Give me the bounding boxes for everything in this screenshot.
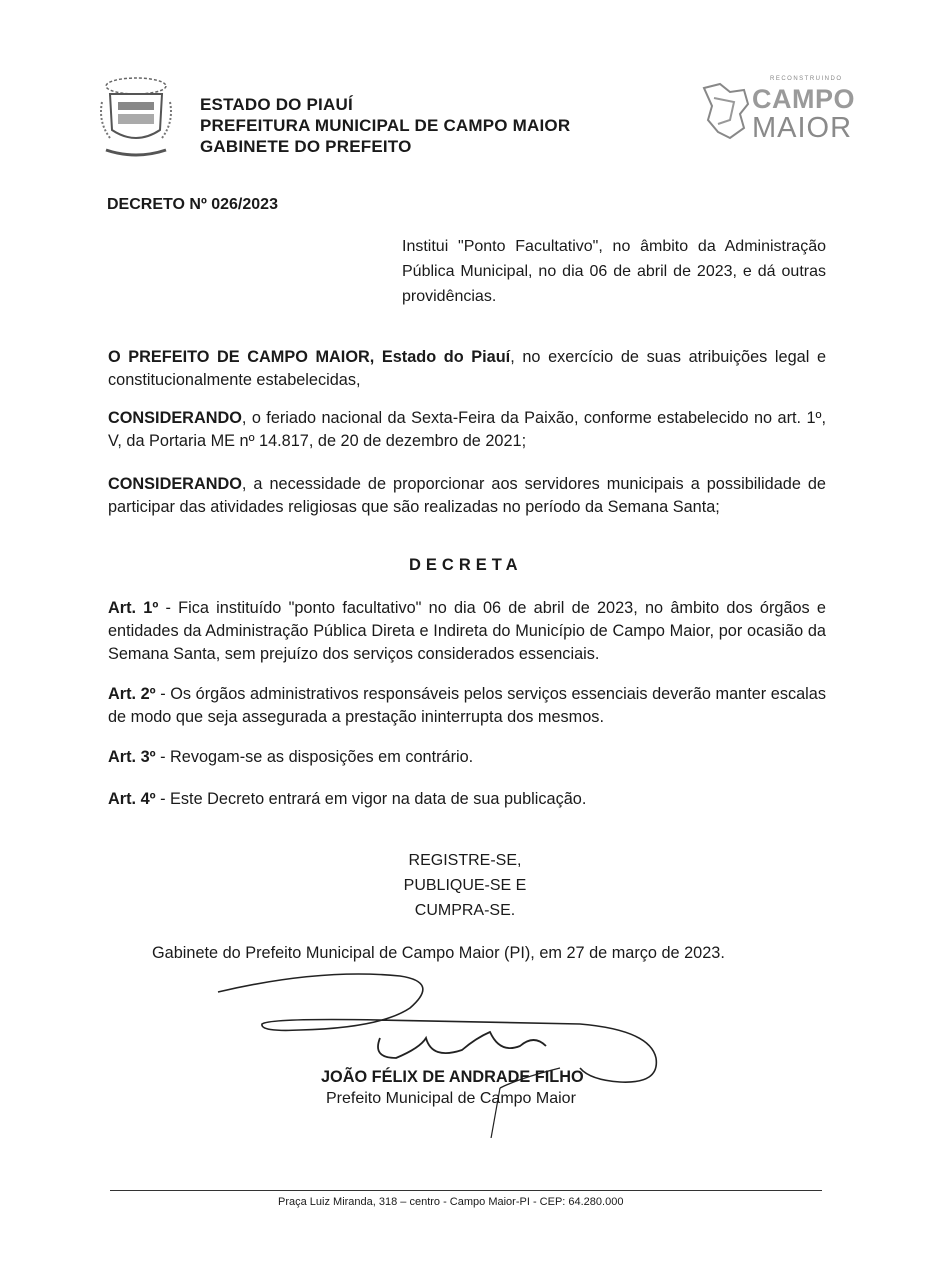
logo-word-maior: MAIOR	[752, 112, 853, 144]
map-shape-icon	[700, 80, 752, 142]
considerando-1	[108, 407, 826, 453]
article-1-label: Art. 1º	[108, 599, 159, 617]
footer-address: Praça Luiz Miranda, 318 – centro - Campo Maior-PI - CEP: 64.280.000	[278, 1196, 624, 1208]
article-2-text: - Os órgãos administrativos responsáveis pelos serviços essenciais deverão manter escalas de modo que seja assegurada a prestação ininterrupta dos mesmos.	[108, 685, 826, 726]
place-date: Gabinete do Prefeito Municipal de Campo Maior (PI), em 27 de março de 2023.	[152, 944, 725, 962]
handwritten-signature	[200, 968, 680, 1138]
article-1-text: - Fica instituído "ponto facultativo" no dia 06 de abril de 2023, no âmbito dos órgãos e entidades da Administração Pública Direta e Indireta do Município de Campo Maior, por ocasião da Semana Santa, sem prejuízo dos serviços considerados essenciais.	[108, 599, 826, 663]
considerando-1-text: , o feriado nacional da Sexta-Feira da Paixão, conforme estabelecido no art. 1º, V, da Portaria ME nº 14.817, de 20 de dezembro de 2021;	[108, 409, 826, 450]
article-3	[108, 746, 826, 769]
logo-word-campo: CAMPO	[752, 84, 855, 114]
article-1	[108, 597, 826, 666]
considerando-2-text: , a necessidade de proporcionar aos servidores municipais a possibilidade de participar das atividades religiosas que são realizadas no período da Semana Santa;	[108, 475, 826, 516]
article-2-label: Art. 2º	[108, 685, 156, 703]
header-gabinete: GABINETE DO PREFEITO	[200, 137, 412, 156]
campo-maior-logo	[700, 76, 862, 146]
header-state: ESTADO DO PIAUÍ	[200, 95, 353, 114]
logo-tagline: RECONSTRUINDO	[770, 76, 843, 82]
closing-line-2: PUBLIQUE-SE E	[403, 877, 527, 894]
article-4-label: Art. 4º	[108, 790, 156, 808]
considerando-1-label: CONSIDERANDO	[108, 409, 242, 427]
article-4	[108, 788, 826, 811]
preamble	[108, 346, 826, 392]
considerando-2	[108, 473, 826, 519]
preamble-bold: O PREFEITO DE CAMPO MAIOR, Estado do Piauí	[108, 348, 511, 366]
article-4-text: - Este Decreto entrará em vigor na data de sua publicação.	[155, 790, 587, 808]
article-2	[108, 683, 826, 729]
decreta-heading: DECRETA	[409, 556, 523, 574]
considerando-2-label: CONSIDERANDO	[108, 475, 242, 493]
decree-number: DECRETO Nº 026/2023	[107, 196, 278, 213]
preamble-text: , no exercício de suas atribuições legal e constitucionalmente estabelecidas,	[108, 348, 826, 389]
signatory-name: JOÃO FÉLIX DE ANDRADE FILHO	[321, 1068, 584, 1086]
decree-summary: Institui "Ponto Facultativo", no âmbito da Administração Pública Municipal, no dia 06 de abril de 2023, e dá outras providências.	[402, 238, 826, 305]
signatory-title: Prefeito Municipal de Campo Maior	[326, 1090, 576, 1107]
footer-divider	[110, 1190, 822, 1191]
header-prefeitura: PREFEITURA MUNICIPAL DE CAMPO MAIOR	[200, 116, 571, 135]
article-3-label: Art. 3º	[108, 748, 156, 766]
article-3-text: - Revogam-se as disposições em contrário.	[155, 748, 474, 766]
closing-line-1: REGISTRE-SE,	[408, 852, 522, 869]
closing-formula	[380, 848, 550, 923]
closing-line-3: CUMPRA-SE.	[414, 902, 516, 919]
coat-of-arms-emblem	[96, 72, 176, 164]
